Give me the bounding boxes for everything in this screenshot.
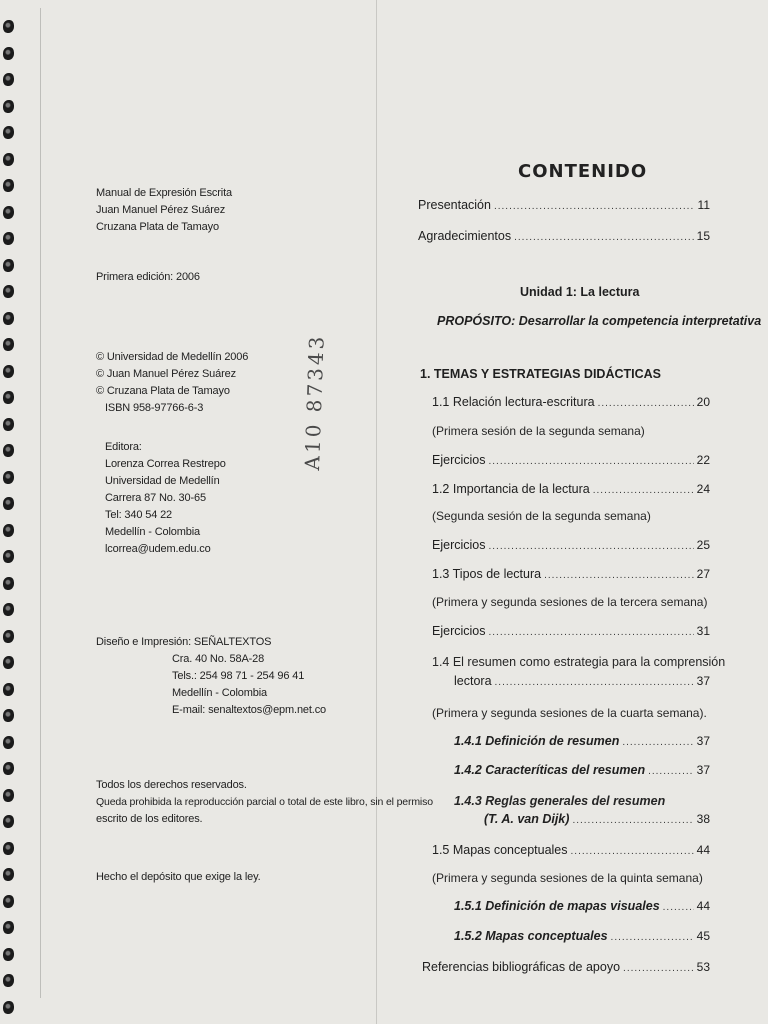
- binding-ring: [3, 471, 14, 484]
- binding-ring: [3, 153, 14, 166]
- toc-subentry: [454, 929, 710, 943]
- toc-entry-page: 37: [696, 674, 710, 688]
- leader-dots: [648, 766, 694, 777]
- leader-dots: [663, 902, 694, 913]
- binding-ring: [3, 736, 14, 749]
- handwritten-code: A10 87343: [300, 333, 329, 471]
- toc-entry-label: (T. A. van Dijk): [484, 812, 570, 826]
- binding-ring: [3, 789, 14, 802]
- binding-ring: [3, 842, 14, 855]
- toc-entry-label: 1.3 Tipos de lectura: [432, 567, 542, 581]
- toc-title: CONTENIDO: [518, 161, 648, 182]
- toc-entry-page: 25: [696, 538, 710, 552]
- printer-line: Medellín - Colombia: [172, 687, 267, 699]
- toc-entry-label: Agradecimientos: [418, 229, 512, 243]
- copyright-line: © Universidad de Medellín 2006: [96, 351, 249, 363]
- edition-line: Primera edición: 2006: [96, 271, 200, 283]
- leader-dots: [598, 398, 694, 409]
- toc-entry-page: 27: [696, 567, 710, 581]
- printer-email: E-mail: senaltextos@epm.net.co: [172, 704, 327, 716]
- toc-entry-label: 1.4 El resumen como estrategia para la comprensión: [432, 655, 726, 669]
- binding-ring: [3, 921, 14, 934]
- toc-entry: [432, 538, 710, 552]
- toc-entry: [432, 624, 710, 638]
- binding-ring: [3, 418, 14, 431]
- toc-entry-page: 38: [696, 812, 710, 826]
- toc-entry-page: 53: [696, 960, 710, 974]
- editor-line: Tel: 340 54 22: [105, 509, 173, 521]
- toc-entry-page: 37: [696, 734, 710, 748]
- toc-entry-page: 15: [696, 229, 710, 243]
- toc-entry-label: 1.4.3 Reglas generales del resumen: [454, 794, 666, 808]
- toc-entry-page: 44: [696, 899, 710, 913]
- toc-entry-page: 31: [696, 624, 710, 638]
- leader-dots: [571, 846, 694, 857]
- binding-ring: [3, 259, 14, 272]
- toc-subentry: [454, 763, 710, 777]
- binding-ring: [3, 683, 14, 696]
- toc-entry: [432, 482, 710, 496]
- toc-session-note: (Primera y segunda sesiones de la tercera semana): [432, 595, 708, 609]
- leader-dots: [623, 963, 694, 974]
- toc-entry: [432, 567, 710, 581]
- unit-heading: Unidad 1: La lectura: [520, 285, 640, 299]
- leader-dots: [593, 485, 694, 496]
- toc-entry-presentacion: [418, 198, 710, 212]
- toc-entry-page: 22: [696, 453, 710, 467]
- author-line: Cruzana Plata de Tamayo: [96, 221, 219, 233]
- toc-entry: [432, 843, 710, 857]
- leader-dots: [544, 570, 694, 581]
- leader-dots: [572, 815, 693, 826]
- toc-entry-label: 1.5.2 Mapas conceptuales: [454, 929, 608, 943]
- toc-subentry: [454, 734, 710, 748]
- binding-ring: [3, 365, 14, 378]
- binding-ring: [3, 815, 14, 828]
- leader-dots: [494, 201, 695, 212]
- printer-label: Diseño e Impresión: SEÑALTEXTOS: [96, 636, 272, 648]
- toc-entry-label: 1.4.2 Caracteríticas del resumen: [454, 763, 646, 777]
- purpose-line: PROPÓSITO: Desarrollar la competencia interpretativa: [437, 314, 762, 328]
- author-line: Juan Manuel Pérez Suárez: [96, 204, 226, 216]
- toc-entry-label: 1.5.1 Definición de mapas visuales: [454, 899, 660, 913]
- toc-entry-label: 1.2 Importancia de la lectura: [432, 482, 590, 496]
- toc-entry-page: 20: [696, 395, 710, 409]
- toc-entry-label: 1.1 Relación lectura-escritura: [432, 395, 595, 409]
- binding-ring: [3, 73, 14, 86]
- editor-label: Editora:: [105, 441, 142, 453]
- binding-ring: [3, 524, 14, 537]
- binding-ring: [3, 1001, 14, 1014]
- toc-entry-page: 37: [696, 763, 710, 777]
- binding-ring: [3, 179, 14, 192]
- binding-ring: [3, 656, 14, 669]
- binding-ring: [3, 285, 14, 298]
- binding-ring: [3, 497, 14, 510]
- toc-session-note: (Primera sesión de la segunda semana): [432, 424, 645, 438]
- binding-ring: [3, 948, 14, 961]
- binding-ring: [3, 550, 14, 563]
- rights-line: escrito de los editores.: [96, 813, 203, 825]
- toc-entry-label: Ejercicios: [432, 453, 486, 467]
- toc-subentry: [484, 812, 710, 826]
- binding-ring: [3, 868, 14, 881]
- margin-line: [40, 8, 41, 998]
- toc-entry-label: Presentación: [418, 198, 491, 212]
- binding-ring: [3, 312, 14, 325]
- toc-entry: [432, 395, 710, 409]
- copyright-line: © Juan Manuel Pérez Suárez: [96, 368, 236, 380]
- toc-entry-label: Ejercicios: [432, 538, 486, 552]
- toc-subentry: [454, 899, 710, 913]
- leader-dots: [514, 232, 694, 243]
- toc-session-note: (Primera y segunda sesiones de la quinta semana): [432, 871, 703, 885]
- toc-entry-label: 1.5 Mapas conceptuales: [432, 843, 568, 857]
- leader-dots: [489, 541, 694, 552]
- editor-email: lcorrea@udem.edu.co: [105, 543, 211, 555]
- toc-entry-label: 1.4.1 Definición de resumen: [454, 734, 620, 748]
- toc-entry-label: Ejercicios: [432, 624, 486, 638]
- toc-entry-agradecimientos: [418, 229, 710, 243]
- leader-dots: [495, 677, 694, 688]
- rights-line: Queda prohibida la reproducción parcial o total de este libro, sin el permiso: [96, 796, 433, 808]
- leader-dots: [622, 737, 693, 748]
- editor-line: Carrera 87 No. 30-65: [105, 492, 206, 504]
- leader-dots: [489, 456, 694, 467]
- binding-ring: [3, 100, 14, 113]
- toc-session-note: (Primera y segunda sesiones de la cuarta semana).: [432, 706, 707, 720]
- deposit-line: Hecho el depósito que exige la ley.: [96, 871, 261, 883]
- binding-ring: [3, 391, 14, 404]
- binding-ring: [3, 206, 14, 219]
- binding-ring: [3, 974, 14, 987]
- book-title-line: Manual de Expresión Escrita: [96, 187, 232, 199]
- toc-entry-page: 24: [696, 482, 710, 496]
- toc-session-note: (Segunda sesión de la segunda semana): [432, 509, 651, 523]
- section-heading: 1. TEMAS Y ESTRATEGIAS DIDÁCTICAS: [420, 367, 662, 381]
- toc-entry-label: Referencias bibliográficas de apoyo: [422, 960, 621, 974]
- copyright-line: © Cruzana Plata de Tamayo: [96, 385, 230, 397]
- printer-line: Tels.: 254 98 71 - 254 96 41: [172, 670, 305, 682]
- toc-entry-references: [422, 960, 710, 974]
- toc-entry-label: lectora: [454, 674, 492, 688]
- toc-entry-page: 45: [696, 929, 710, 943]
- rights-line: Todos los derechos reservados.: [96, 779, 247, 791]
- editor-line: Medellín - Colombia: [105, 526, 200, 538]
- spiral-binding: [0, 0, 22, 1024]
- table-of-contents: [418, 0, 762, 1024]
- toc-entry: [454, 674, 710, 688]
- binding-ring: [3, 126, 14, 139]
- binding-ring: [3, 762, 14, 775]
- binding-ring: [3, 444, 14, 457]
- binding-ring: [3, 709, 14, 722]
- binding-ring: [3, 47, 14, 60]
- isbn-line: ISBN 958-97766-6-3: [105, 402, 204, 414]
- toc-entry: [432, 453, 710, 467]
- leader-dots: [489, 627, 694, 638]
- leader-dots: [611, 932, 694, 943]
- editor-line: Lorenza Correa Restrepo: [105, 458, 226, 470]
- binding-ring: [3, 338, 14, 351]
- binding-ring: [3, 630, 14, 643]
- printer-line: Cra. 40 No. 58A-28: [172, 653, 265, 665]
- toc-entry-page: 11: [697, 198, 710, 212]
- binding-ring: [3, 577, 14, 590]
- binding-ring: [3, 895, 14, 908]
- binding-ring: [3, 232, 14, 245]
- toc-entry-page: 44: [696, 843, 710, 857]
- editor-line: Universidad de Medellín: [105, 475, 220, 487]
- binding-ring: [3, 20, 14, 33]
- binding-ring: [3, 603, 14, 616]
- copyright-page: [96, 0, 433, 1024]
